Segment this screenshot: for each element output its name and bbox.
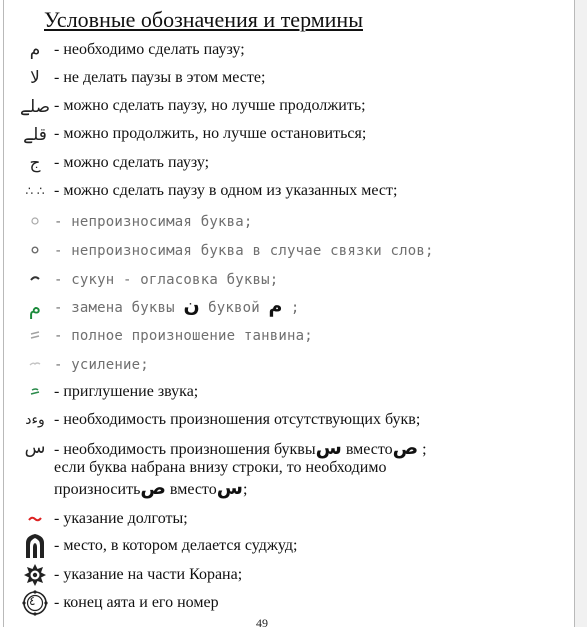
legend-row xyxy=(16,434,571,500)
legend-text: - полное произношение танвина; xyxy=(54,328,313,344)
document-page xyxy=(4,0,574,630)
sukun-symbol-icon xyxy=(16,265,54,293)
oval-circle-symbol-icon xyxy=(16,236,54,264)
arabic-letter-sin: س xyxy=(315,437,342,459)
legend-text: - замена буквы ن буквой م ; xyxy=(54,295,300,317)
ayah-end-marker-icon xyxy=(16,589,54,617)
madd-symbol-icon xyxy=(16,505,54,533)
tanwin-symbol-icon xyxy=(16,321,54,349)
legend-text: - можно сделать паузу, но лучше продолжить; xyxy=(54,97,366,114)
three-dots-symbol-icon: ∴ ∴ xyxy=(25,184,45,198)
legend-text: - указание на части Корана; xyxy=(54,566,243,583)
jim-symbol-icon: ج xyxy=(29,153,41,173)
legend-text: - конец аята и его номер xyxy=(54,594,219,611)
mim-pause-symbol-icon: م xyxy=(29,40,41,60)
qila-symbol-icon: قلے xyxy=(23,124,47,145)
la-no-pause-symbol-icon: لا xyxy=(30,68,40,88)
page-number: 49 xyxy=(256,616,268,630)
shadda-symbol-icon xyxy=(16,350,54,378)
arabic-letter-sad: ص xyxy=(140,477,166,499)
ikhfa-symbol-icon xyxy=(16,378,54,406)
page-title: Условные обозначения и термины xyxy=(44,7,363,32)
legend-text: - необходимо сделать паузу; xyxy=(54,41,245,58)
legend-text: - можно сделать паузу; xyxy=(54,154,210,171)
legend-text: - можно продолжить, но лучше остановиться; xyxy=(54,125,367,142)
legend-text: - указание долготы; xyxy=(54,510,188,527)
legend-text: - усиление; xyxy=(54,357,149,373)
legend-text: - необходимость произношения отсутствующих букв; xyxy=(54,411,421,428)
legend-text-line-2: если буква набрана внизу строки, то необходимо xyxy=(54,459,387,476)
sila-symbol-icon: صلے xyxy=(19,96,51,117)
ayah-number: ٤ xyxy=(29,594,36,608)
scrollbar-track[interactable] xyxy=(575,0,587,627)
arabic-letter-nun: ن xyxy=(183,295,200,317)
legend-text: - приглушение звука; xyxy=(54,383,199,400)
arabic-letter-sin: س xyxy=(216,477,243,499)
legend-text: - непроизносимая буква; xyxy=(54,214,253,230)
legend-text: - сукун - огласовка буквы; xyxy=(54,272,279,288)
sin-symbol-icon: س xyxy=(24,438,46,458)
sajda-mihrab-icon xyxy=(16,532,54,560)
small-mim-symbol-icon: م xyxy=(28,295,42,319)
legend-text: - место, в котором делается суджуд; xyxy=(54,537,298,554)
legend-text: - необходимость произношения буквыس вместоص ; xyxy=(54,437,427,459)
missing-letters-symbol-icon: وءد xyxy=(25,412,45,428)
hizb-star-icon xyxy=(16,561,54,589)
arabic-letter-mim: م xyxy=(268,295,283,317)
legend-text: - не делать паузы в этом месте; xyxy=(54,69,266,86)
arabic-letter-sad: ص xyxy=(392,437,419,459)
legend-text-line-3: произноситьص вместоس; xyxy=(54,477,248,499)
legend-text: - можно сделать паузу в одном из указанных мест; xyxy=(54,182,398,199)
legend-text: - непроизносимая буква в случае связки слов; xyxy=(54,243,434,259)
small-circle-symbol-icon xyxy=(16,207,54,235)
